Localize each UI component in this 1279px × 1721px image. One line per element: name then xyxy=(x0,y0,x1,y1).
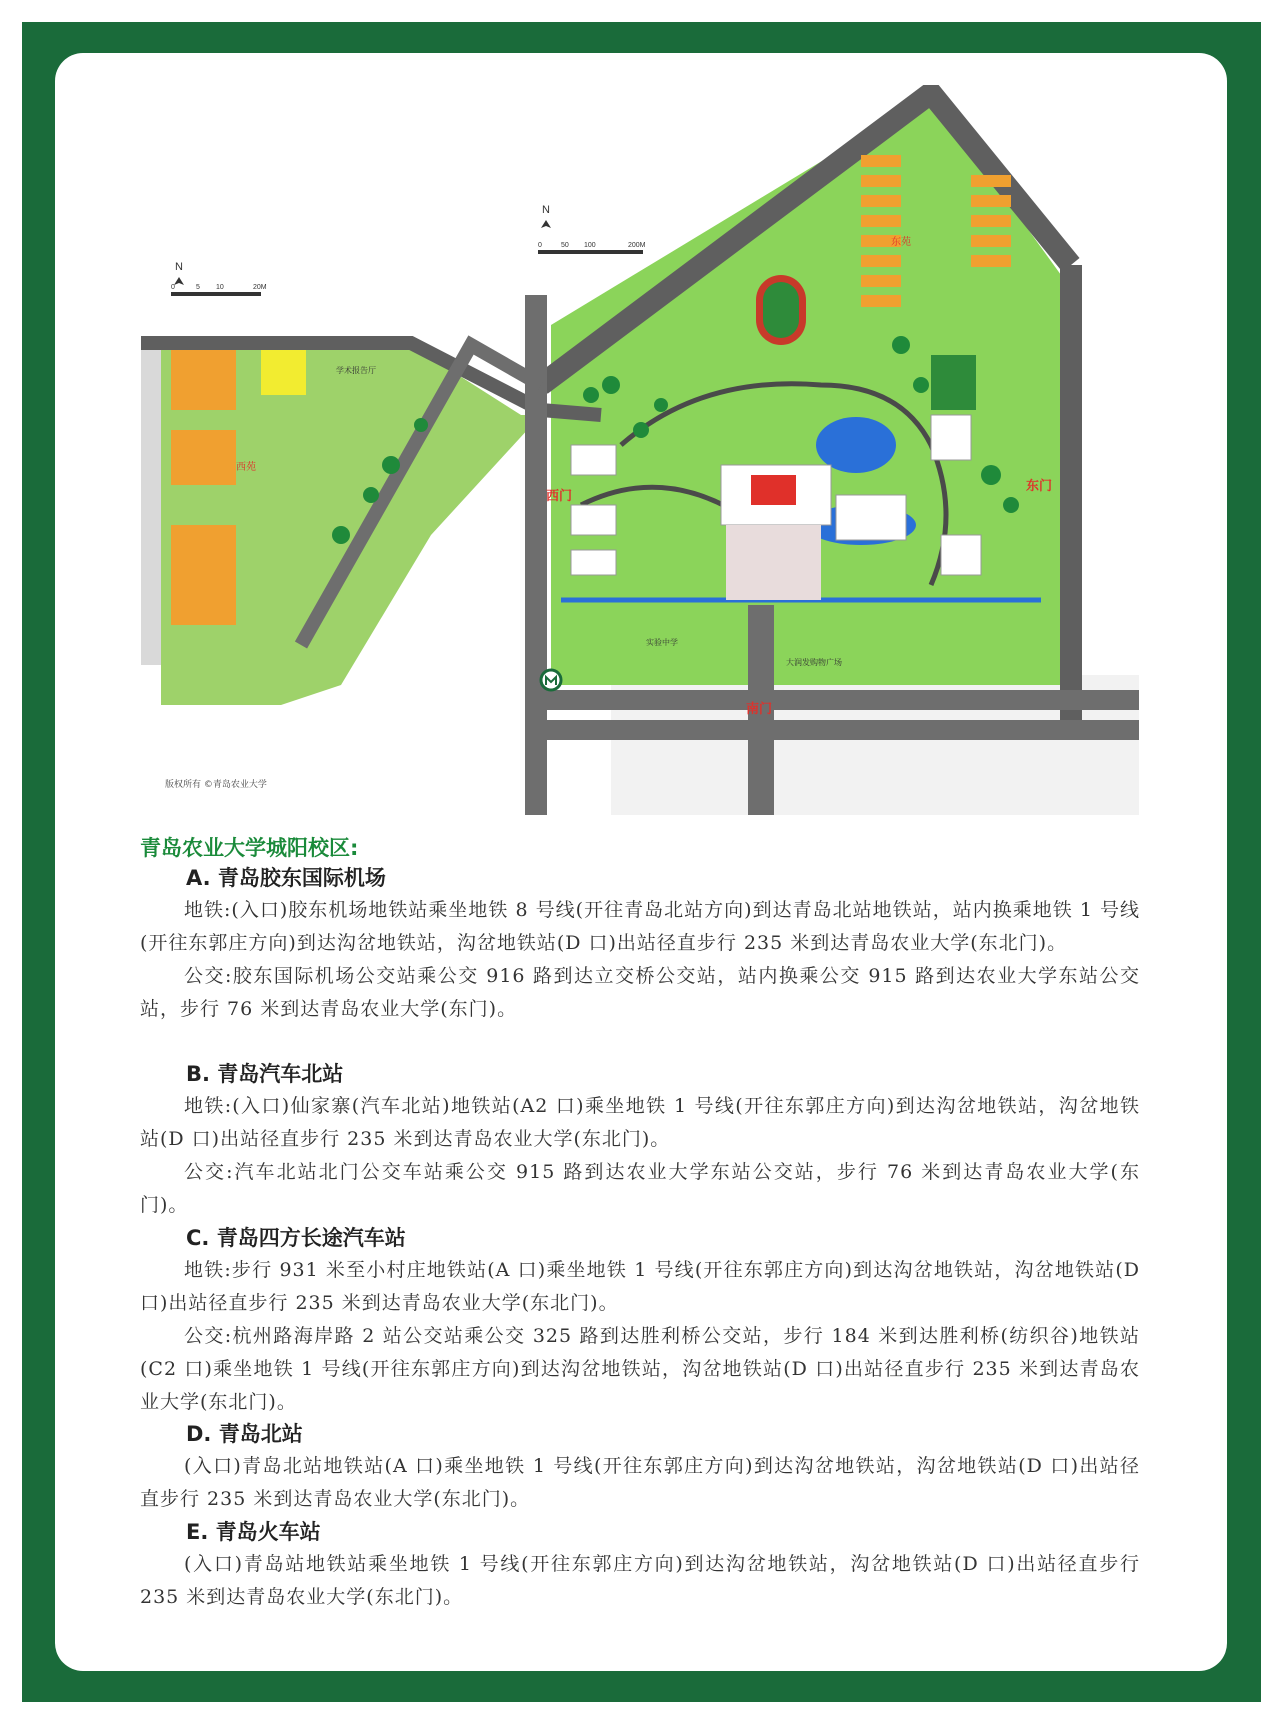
svg-text:50: 50 xyxy=(561,242,569,249)
svg-text:N: N xyxy=(175,261,183,273)
route-heading: C. 青岛四方长途汽车站 xyxy=(186,1226,406,1250)
route-paragraph: (入口)青岛站地铁站乘坐地铁 1 号线(开往东郭庄方向)到达沟岔地铁站，沟岔地铁站(D 口)出站径直步行 235 米到达青岛农业大学(东北门)。 xyxy=(140,1553,1140,1608)
route-heading: D. 青岛北站 xyxy=(186,1422,303,1446)
route-paragraph: 公交:汽车北站北门公交车站乘公交 915 路到达农业大学东站公交站，步行 76 米到达青岛农业大学(东门)。 xyxy=(140,1161,1140,1216)
svg-text:100: 100 xyxy=(584,242,596,249)
svg-text:10: 10 xyxy=(216,284,224,291)
route-paragraph: 地铁:步行 931 米至小村庄地铁站(A 口)乘坐地铁 1 号线(开往东郭庄方向)到达沟岔地铁站，沟岔地铁站(D 口)出站径直步行 235 米到达青岛农业大学(东北门)。 xyxy=(140,1259,1140,1314)
route-paragraph: 地铁:(入口)胶东机场地铁站乘坐地铁 8 号线(开往青岛北站方向)到达青岛北站地铁站，站内换乘地铁 1 号线(开往东郭庄方向)到达沟岔地铁站，沟岔地铁站(D 口)出站径直步行 235 米到达青岛农业大学(东北门)。 xyxy=(140,899,1140,954)
map-label-lecture-hall: 学术报告厅 xyxy=(336,366,376,375)
route-heading: A. 青岛胶东国际机场 xyxy=(186,866,386,890)
gate-south: 南门 xyxy=(746,701,773,716)
route-block-b xyxy=(140,1058,1140,1222)
section-title: 青岛农业大学城阳校区: xyxy=(140,836,359,860)
map-copyright: 版权所有 ©青岛农业大学 xyxy=(165,780,267,790)
svg-text:200M: 200M xyxy=(628,242,646,249)
area-label-west: 西苑 xyxy=(236,462,256,473)
campus-map xyxy=(141,85,1139,815)
svg-text:N: N xyxy=(542,204,550,216)
route-paragraph: (入口)青岛北站地铁站(A 口)乘坐地铁 1 号线(开往东郭庄方向)到达沟岔地铁站，沟岔地铁站(D 口)出站径直步行 235 米到达青岛农业大学(东北门)。 xyxy=(140,1455,1140,1510)
route-heading: E. 青岛火车站 xyxy=(186,1520,321,1544)
route-paragraph: 公交:胶东国际机场公交站乘公交 916 路到达立交桥公交站，站内换乘公交 915 路到达农业大学东站公交站，步行 76 米到达青岛农业大学(东门)。 xyxy=(140,965,1140,1020)
route-block-d xyxy=(140,1418,1140,1516)
metro-icon xyxy=(541,670,561,690)
map-label-school: 实验中学 xyxy=(646,638,678,647)
gate-west: 西门 xyxy=(546,488,573,503)
area-label-east: 东苑 xyxy=(891,237,911,248)
route-block-a xyxy=(140,862,1140,1026)
svg-text:5: 5 xyxy=(196,284,200,291)
route-paragraph: 地铁:(入口)仙家寨(汽车北站)地铁站(A2 口)乘坐地铁 1 号线(开往东郭庄方向)到达沟岔地铁站，沟岔地铁站(D 口)出站径直步行 235 米到达青岛农业大学(东北门)。 xyxy=(140,1095,1140,1150)
svg-text:0: 0 xyxy=(171,284,175,291)
gate-east: 东门 xyxy=(1026,478,1053,493)
svg-text:0: 0 xyxy=(538,242,542,249)
route-block-e xyxy=(140,1516,1140,1614)
route-block-c xyxy=(140,1222,1140,1419)
route-paragraph: 公交:杭州路海岸路 2 站公交站乘公交 325 路到达胜利桥公交站，步行 184 米到达胜利桥(纺织谷)地铁站(C2 口)乘坐地铁 1 号线(开往东郭庄方向)到达沟岔地铁站，沟岔地铁站(D 口)出站径直步行 235 米到达青岛农业大学(东北门)。 xyxy=(140,1325,1140,1413)
route-heading: B. 青岛汽车北站 xyxy=(186,1062,344,1086)
map-label-mall: 大润发购物广场 xyxy=(786,658,842,667)
svg-text:20M: 20M xyxy=(253,284,267,291)
